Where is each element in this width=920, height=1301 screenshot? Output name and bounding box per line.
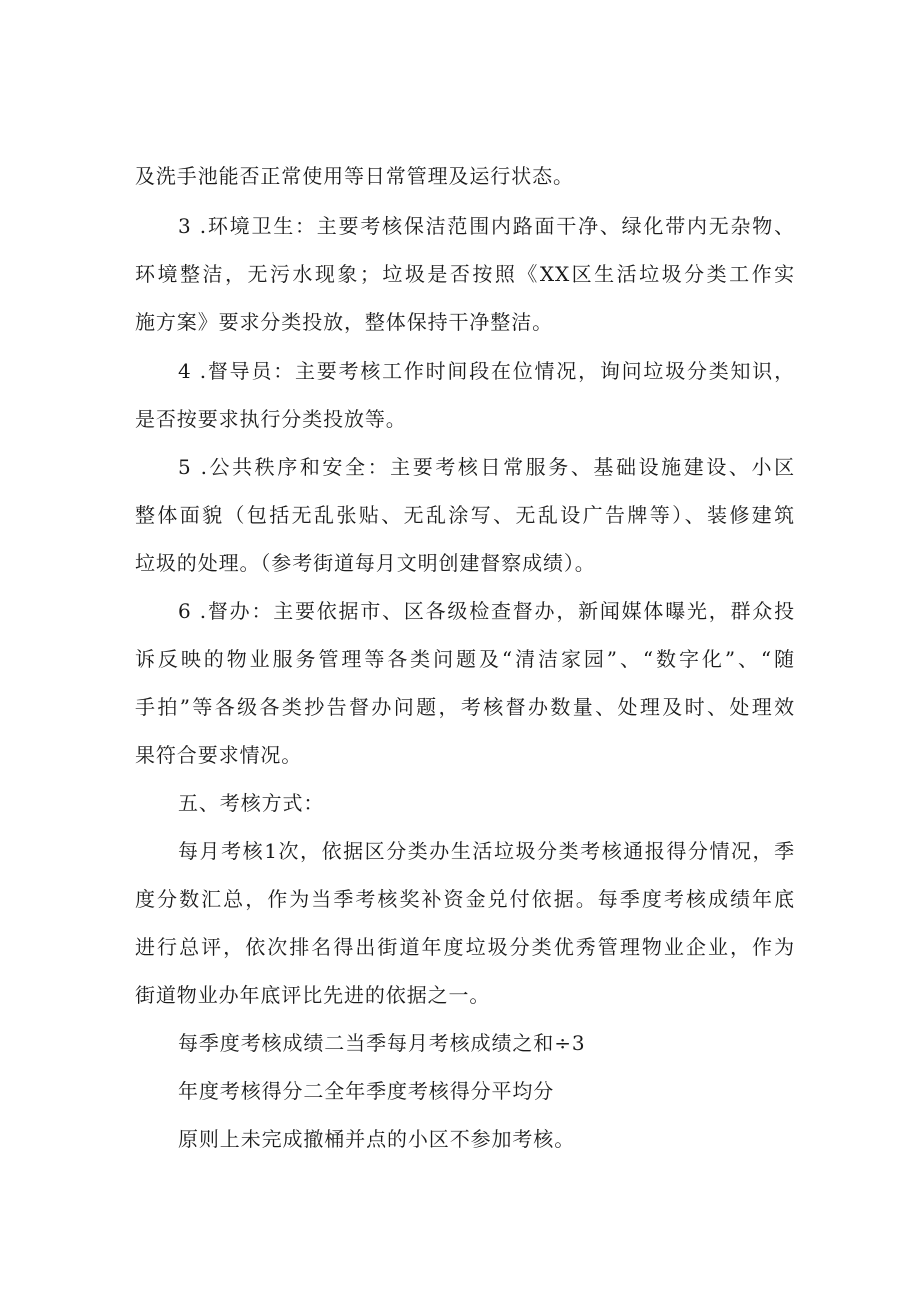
paragraph-line: 度分数汇总，作为当季考核奖补资金兑付依据。每季度考核成绩年底 — [135, 887, 795, 911]
paragraph-line: 原则上未完成撤桶并点的小区不参加考核。 — [178, 1127, 576, 1151]
paragraph-line: 及洗手池能否正常使用等日常管理及运行状态。 — [135, 164, 574, 188]
paragraph-line: 5 .公共秩序和安全：主要考核日常服务、基础设施建设、小区 — [178, 455, 795, 479]
paragraph-line: 环境整洁，无污水现象；垃圾是否按照《XX区生活垃圾分类工作实 — [135, 262, 795, 286]
formula-line: 年度考核得分二全年季度考核得分平均分 — [178, 1079, 555, 1103]
paragraph-line: 3 .环境卫生：主要考核保洁范围内路面干净、绿化带内无杂物、 — [178, 214, 795, 238]
paragraph-line: 诉反映的物业服务管理等各类问题及“清洁家园”、“数字化”、“随 — [135, 647, 795, 671]
formula-line: 每季度考核成绩二当季每月考核成绩之和÷3 — [178, 1031, 586, 1055]
paragraph-line: 进行总评，依次排名得出街道年度垃圾分类优秀管理物业企业，作为 — [135, 935, 795, 959]
paragraph-line: 施方案》要求分类投放，整体保持干净整洁。 — [135, 310, 553, 334]
paragraph-line: 4 .督导员：主要考核工作时间段在位情况，询问垃圾分类知识， — [178, 359, 795, 383]
section-heading: 五、考核方式： — [178, 791, 325, 815]
paragraph-line: 6 .督办：主要依据市、区各级检查督办，新闻媒体曝光，群众投 — [178, 599, 795, 623]
paragraph-line: 手拍”等各级各类抄告督办问题，考核督办数量、处理及时、处理效 — [135, 695, 795, 719]
paragraph-line: 垃圾的处理。（参考街道每月文明创建督察成绩）。 — [135, 551, 596, 575]
paragraph-line: 街道物业办年底评比先进的依据之一。 — [135, 983, 491, 1007]
paragraph-line: 果符合要求情况。 — [135, 743, 303, 767]
paragraph-line: 整体面貌（包括无乱张贴、无乱涂写、无乱设广告牌等）、装修建筑 — [135, 503, 795, 527]
paragraph-line: 每月考核1次，依据区分类办生活垃圾分类考核通报得分情况，季 — [178, 839, 795, 863]
paragraph-line: 是否按要求执行分类投放等。 — [135, 407, 407, 431]
